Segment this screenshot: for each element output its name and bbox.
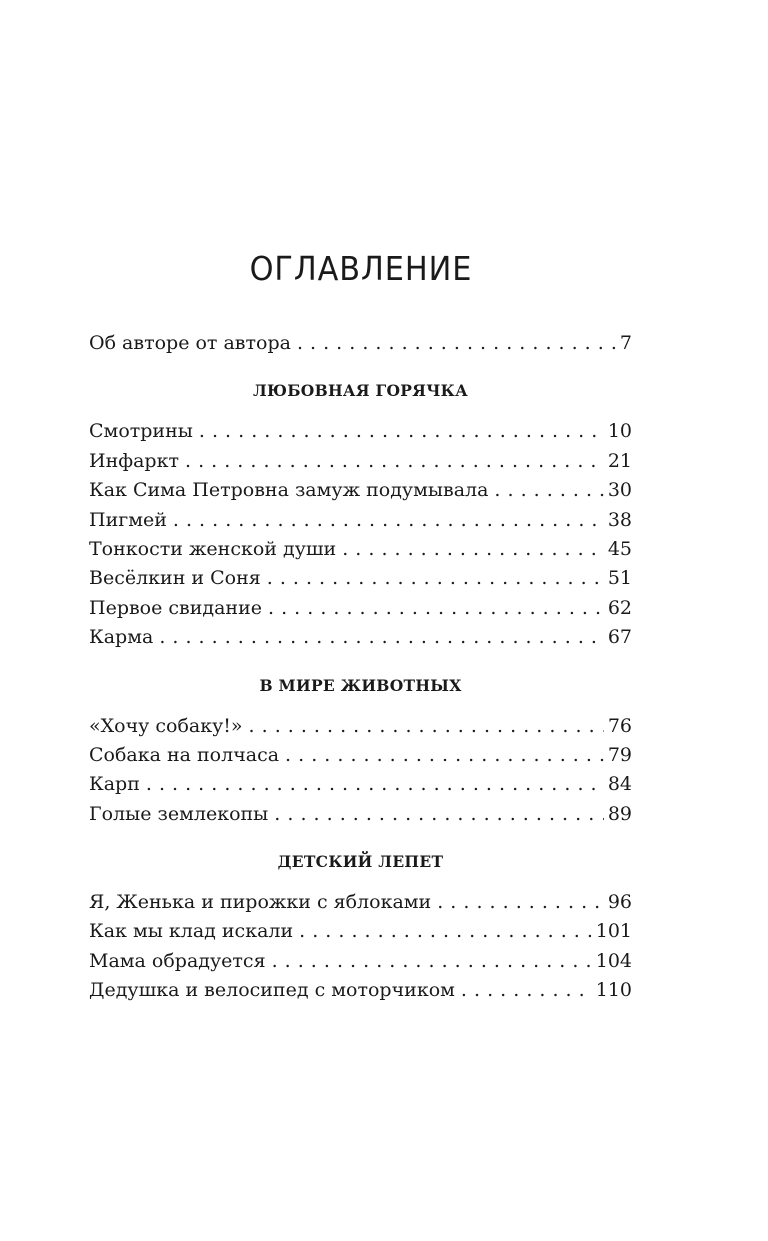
toc-entry-title: Собака на полчаса: [89, 743, 280, 766]
toc-entry-page: 89: [607, 802, 632, 825]
toc-entry[interactable]: [89, 476, 632, 505]
section-entries: [89, 888, 632, 1006]
toc-entry-page: 10: [607, 420, 632, 443]
toc-entry[interactable]: [89, 888, 632, 917]
toc-entry-page: 76: [607, 714, 632, 737]
toc-entry-title: Об авторе от автора: [89, 332, 291, 354]
page-title: ОГЛАВЛЕНИЕ: [249, 249, 473, 289]
toc-entry-title: Смотрины: [89, 420, 193, 443]
toc-entry-page: 45: [607, 537, 632, 560]
section-heading: ЛЮБОВНАЯ ГОРЯЧКА: [252, 381, 469, 401]
toc-entry-page: 62: [607, 596, 632, 619]
toc-entry-intro[interactable]: [89, 329, 632, 358]
toc-entry-page: 21: [607, 449, 632, 472]
dot-leader: [291, 329, 616, 358]
section-entries: [89, 417, 632, 652]
dot-leader: [179, 447, 604, 476]
toc-entry-title: «Хочу собаку!»: [89, 714, 243, 737]
toc-entry-title: Пигмей: [89, 508, 167, 531]
toc-entry[interactable]: [89, 712, 632, 741]
dot-leader: [266, 947, 592, 976]
toc-entry-page: 96: [607, 891, 632, 914]
dot-leader: [293, 917, 592, 946]
dot-leader: [488, 476, 603, 505]
toc-entry-title: Голые землекопы: [89, 802, 269, 825]
table-of-contents: [89, 329, 632, 1006]
dot-leader: [167, 506, 604, 535]
toc-entry-page: 101: [595, 920, 632, 943]
toc-entry[interactable]: [89, 594, 632, 623]
toc-entry-page: 30: [607, 479, 632, 502]
toc-entry-title: Карп: [89, 773, 140, 796]
toc-entry-page: 51: [607, 567, 632, 590]
toc-entry-page: 84: [607, 773, 632, 796]
dot-leader: [153, 623, 604, 652]
toc-entry-page: 79: [607, 743, 632, 766]
toc-entry-title: Дедушка и велосипед с моторчиком: [89, 979, 455, 1002]
toc-entry[interactable]: [89, 917, 632, 946]
toc-entry-page: 38: [607, 508, 632, 531]
toc-entry-title: Тонкости женской души: [89, 537, 337, 560]
toc-entry-title: Весёлкин и Соня: [89, 567, 261, 590]
dot-leader: [336, 535, 604, 564]
dot-leader: [431, 888, 604, 917]
section-heading: ДЕТСКИЙ ЛЕПЕТ: [277, 852, 444, 872]
dot-leader: [455, 976, 592, 1005]
dot-leader: [268, 800, 604, 829]
toc-entry[interactable]: [89, 770, 632, 799]
toc-entry[interactable]: [89, 947, 632, 976]
toc-entry[interactable]: [89, 976, 632, 1005]
dot-leader: [140, 770, 604, 799]
toc-entry-title: Как мы клад искали: [89, 920, 294, 943]
toc-entry-page: 7: [619, 332, 632, 354]
section-entries: [89, 712, 632, 830]
dot-leader: [261, 564, 604, 593]
toc-entry-page: 110: [595, 979, 632, 1002]
toc-entry[interactable]: [89, 447, 632, 476]
toc-entry-title: Инфаркт: [89, 449, 179, 472]
dot-leader: [279, 741, 604, 770]
toc-entry-title: Первое свидание: [89, 596, 262, 619]
toc-entry-page: 67: [607, 626, 632, 649]
toc-entry[interactable]: [89, 564, 632, 593]
toc-entry-title: Как Сима Петровна замуж подумывала: [89, 479, 489, 502]
toc-entry[interactable]: [89, 741, 632, 770]
toc-entry-title: Карма: [89, 626, 154, 649]
toc-entry[interactable]: [89, 535, 632, 564]
dot-leader: [262, 594, 604, 623]
toc-entry[interactable]: [89, 506, 632, 535]
section-heading: В МИРЕ ЖИВОТНЫХ: [259, 675, 462, 695]
dot-leader: [243, 712, 604, 741]
toc-entry-title: Я, Женька и пирожки с яблоками: [89, 891, 432, 914]
toc-entry[interactable]: [89, 623, 632, 652]
toc-entry[interactable]: [89, 800, 632, 829]
toc-entry-title: Мама обрадуется: [89, 949, 266, 972]
toc-entry[interactable]: [89, 417, 632, 446]
dot-leader: [193, 417, 604, 446]
toc-entry-page: 104: [595, 949, 632, 972]
